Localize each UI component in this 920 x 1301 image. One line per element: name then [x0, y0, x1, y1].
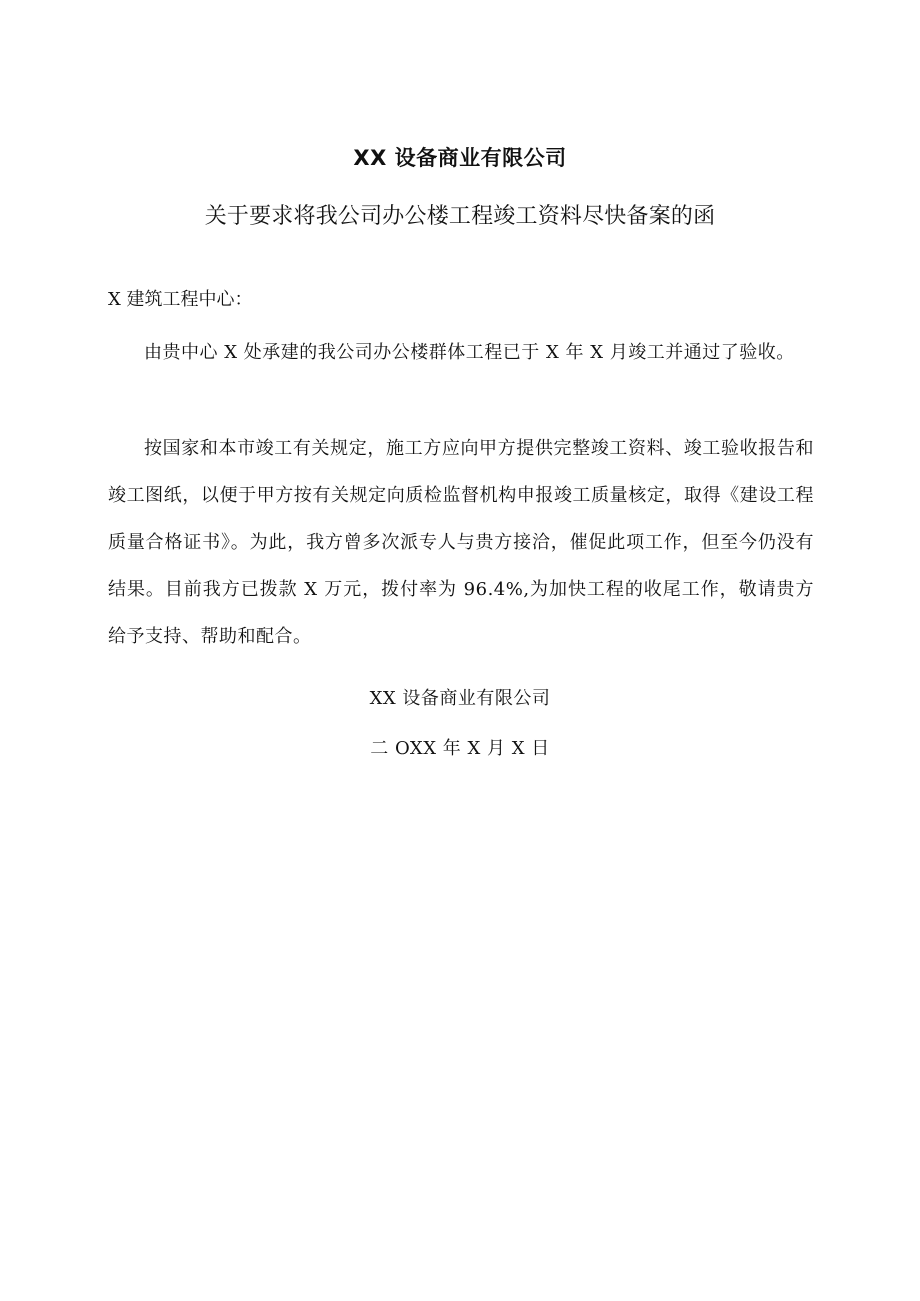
- signature-company: XX 设备商业有限公司: [369, 688, 551, 709]
- signature-date: 二 OXX 年 X 月 X 日: [370, 738, 550, 759]
- letter-title: 关于要求将我公司办公楼工程竣工资料尽快备案的函: [204, 204, 716, 229]
- company-title: XX 设备商业有限公司: [353, 146, 567, 170]
- body-paragraph-1: 由贵中心 X 处承建的我公司办公楼群体工程已于 X 年 X 月竣工并通过了验收。: [144, 342, 795, 363]
- salutation: X 建筑工程中心：: [108, 289, 253, 310]
- body-paragraph-2: 按国家和本市竣工有关规定，施工方应向甲方提供完整竣工资料、竣工验收报告和竣工图纸，以便于甲方按有关规定向质检监督机构申报竣工质量核定，取得《建设工程质量合格证书》。为此，我方曾多次派专人与贵方接洽，催促此项工作，但至今仍没有结果。目前我方已拨款 X 万元，拨付率为 96.4%,为加快工程的收尾工作，敬请贵方给予支持、帮助和配合。: [108, 438, 814, 647]
